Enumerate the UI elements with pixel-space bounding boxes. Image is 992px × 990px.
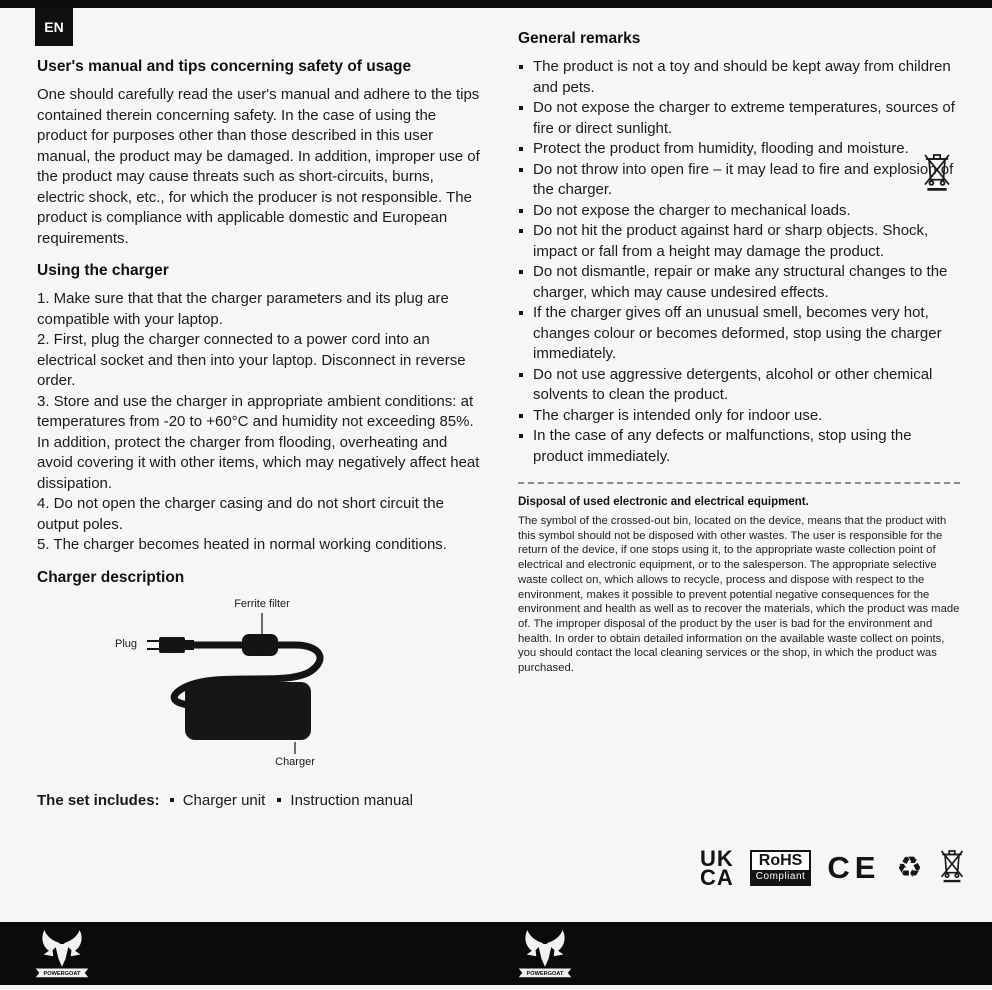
set-includes: [37, 792, 481, 809]
rohs-mark: [750, 850, 812, 886]
set-includes-item-1: Charger unit: [170, 792, 266, 809]
remark-item: Do not hit the product against hard or sharp objects. Shock, impact or fall from a height may damage the product.: [518, 221, 960, 262]
set-includes-item-2: Instruction manual: [277, 792, 413, 809]
dashed-divider: [518, 482, 960, 484]
remark-item: Protect the product from humidity, flooding and moisture.: [518, 139, 960, 160]
weee-bin-icon: [938, 846, 966, 889]
charger-illustration: [37, 596, 481, 778]
ukca-line-2: CA: [700, 864, 734, 890]
footer-black-bar: [0, 922, 992, 985]
charger-step-1: 1. Make sure that that the charger parameters and its plug are compatible with your laptop.: [37, 290, 449, 328]
general-remarks-list: [518, 57, 960, 467]
safety-body: One should carefully read the user's manual and adhere to the tips contained therein concerning safety. In the case of using the product for purposes other than those described in this user manual, the product may be damaged. In addition, improper use of the product may cause threats such as short-circuits, burns, electric shock, etc., for which the producer is not responsible. The product is compliance with applicable domestic and European requirements.: [37, 86, 480, 247]
safety-heading: User's manual and tips concerning safety of usage: [37, 58, 412, 75]
disposal-body: The symbol of the crossed-out bin, located on the device, means that the product with this symbol should not be disposed with other wastes. The user is responsible for the return of the device, if one stops using it, to the appropriate waste collection point of electrical and electronic equipment, or to the salesperson. The appropriate selective waste collect on, which allows to recycle, process and dispose with respect to the environment, makes it possible to prevent potential negative consequences for the environment and health as well as to recover the materials, which the product was made of. The improper disposal of the product by the user is bad for the environment and health. In order to obtain detailed information on the available waste collect on points, you should contact the local cleaning services or the shop, in which the product was purchased.: [518, 515, 960, 675]
ce-mark: CE: [827, 849, 881, 885]
charger-diagram: [37, 596, 481, 778]
rohs-title: RoHS: [758, 851, 803, 869]
remark-item: In the case of any defects or malfunctions, stop using the product immediately.: [518, 426, 960, 467]
language-badge-label: EN: [44, 19, 64, 35]
ferrite-filter-label: Ferrite filter: [234, 597, 290, 610]
remark-item: Do not use aggressive detergents, alcohol or other chemical solvents to clean the product.: [518, 365, 960, 406]
recycle-icon: ♻: [896, 850, 923, 884]
weee-bin-icon: [921, 150, 953, 197]
plug-label: Plug: [115, 637, 138, 650]
disposal-heading: Disposal of used electronic and electrical equipment.: [518, 496, 809, 508]
ukca-mark: [700, 845, 734, 890]
language-badge: [35, 8, 73, 46]
compliance-marks: [700, 846, 966, 889]
ukca-line-1: UK: [700, 845, 734, 871]
charger-description-heading: Charger description: [37, 568, 185, 586]
right-column: [518, 30, 960, 676]
remark-item: Do not expose the charger to mechanical loads.: [518, 201, 960, 222]
powergoat-wordmark: POWERGOAT: [43, 971, 81, 978]
using-charger-heading: Using the charger: [37, 262, 169, 279]
remark-item: The product is not a toy and should be kept away from children and pets.: [518, 57, 960, 98]
powergoat-wordmark: POWERGOAT: [526, 971, 564, 978]
general-remarks-heading: General remarks: [518, 30, 641, 47]
top-black-bar: [0, 0, 992, 8]
charger-step-2: 2. First, plug the charger connected to a power cord into an electrical socket and then into your laptop. Disconnect in reverse order.: [37, 331, 466, 389]
rohs-subtitle: Compliant: [752, 870, 810, 884]
powergoat-logo: [34, 929, 90, 984]
charger-step-3: 3. Store and use the charger in appropriate ambient conditions: at temperatures from -20 to +60°C and humidity not exceeding 85%. In addition, protect the charger from flooding, overheating and avoid covering it with other items, which may negatively affect heat dissipation.: [37, 392, 480, 492]
charger-step-4: 4. Do not open the charger casing and do not short circuit the output poles.: [37, 495, 444, 533]
remark-item: Do not dismantle, repair or make any structural changes to the charger, which may cause undesired effects.: [518, 262, 960, 303]
powergoat-logo: [517, 929, 573, 984]
charger-step-5: 5. The charger becomes heated in normal working conditions.: [37, 536, 447, 553]
remark-item: The charger is intended only for indoor use.: [518, 406, 960, 427]
set-includes-label: The set includes:: [37, 791, 160, 809]
remark-item: Do not expose the charger to extreme temperatures, sources of fire or direct sunlight.: [518, 98, 960, 139]
charger-label: Charger: [275, 755, 315, 768]
left-column: [37, 58, 481, 809]
remark-item: If the charger gives off an unusual smell, becomes very hot, changes colour or becomes deformed, stop using the charger immediately.: [518, 303, 960, 365]
remark-item: Do not throw into open fire – it may lead to fire and explosion of the charger.: [518, 160, 960, 201]
